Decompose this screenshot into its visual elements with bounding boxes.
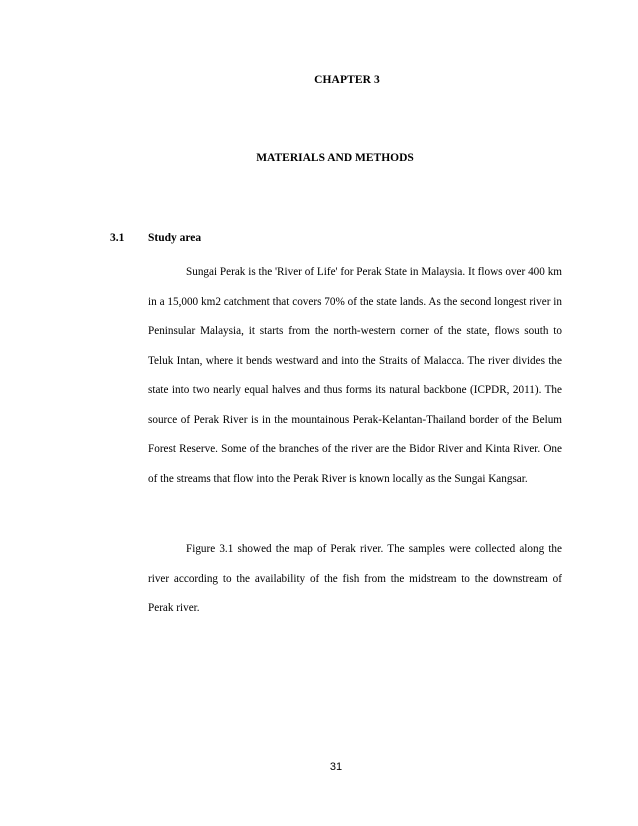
section-number: 3.1	[110, 232, 125, 244]
paragraph-study-area: Sungai Perak is the 'River of Life' for Perak State in Malaysia. It flows over 400 km in a 15,000 km2 catchment that covers 70% of the state lands. As the second longest river in Peninsular Malaysia, it starts from the north-western corner of the state, flows south to Teluk Intan, where it bends westward and into the Straits of Malacca. The river divides the state into two nearly equal halves and thus forms its natural backbone (ICPDR, 2011). The source of Perak River is in the mountainous Perak-Kelantan-Thailand border of the Belum Forest Reserve. Some of the branches of the river are the Bidor River and Kinta River. One of the streams that flow into the Perak River is known locally as the Sungai Kangsar.	[148, 266, 562, 485]
page-number: 31	[329, 761, 343, 773]
chapter-title: MATERIALS AND METHODS	[256, 152, 414, 164]
chapter-label: CHAPTER 3	[314, 74, 380, 86]
paragraph-figure-reference: Figure 3.1 showed the map of Perak river. The samples were collected along the river according to the availability of the fish from the midstream to the downstream of Perak river.	[148, 543, 562, 614]
section-title: Study area	[148, 232, 202, 244]
